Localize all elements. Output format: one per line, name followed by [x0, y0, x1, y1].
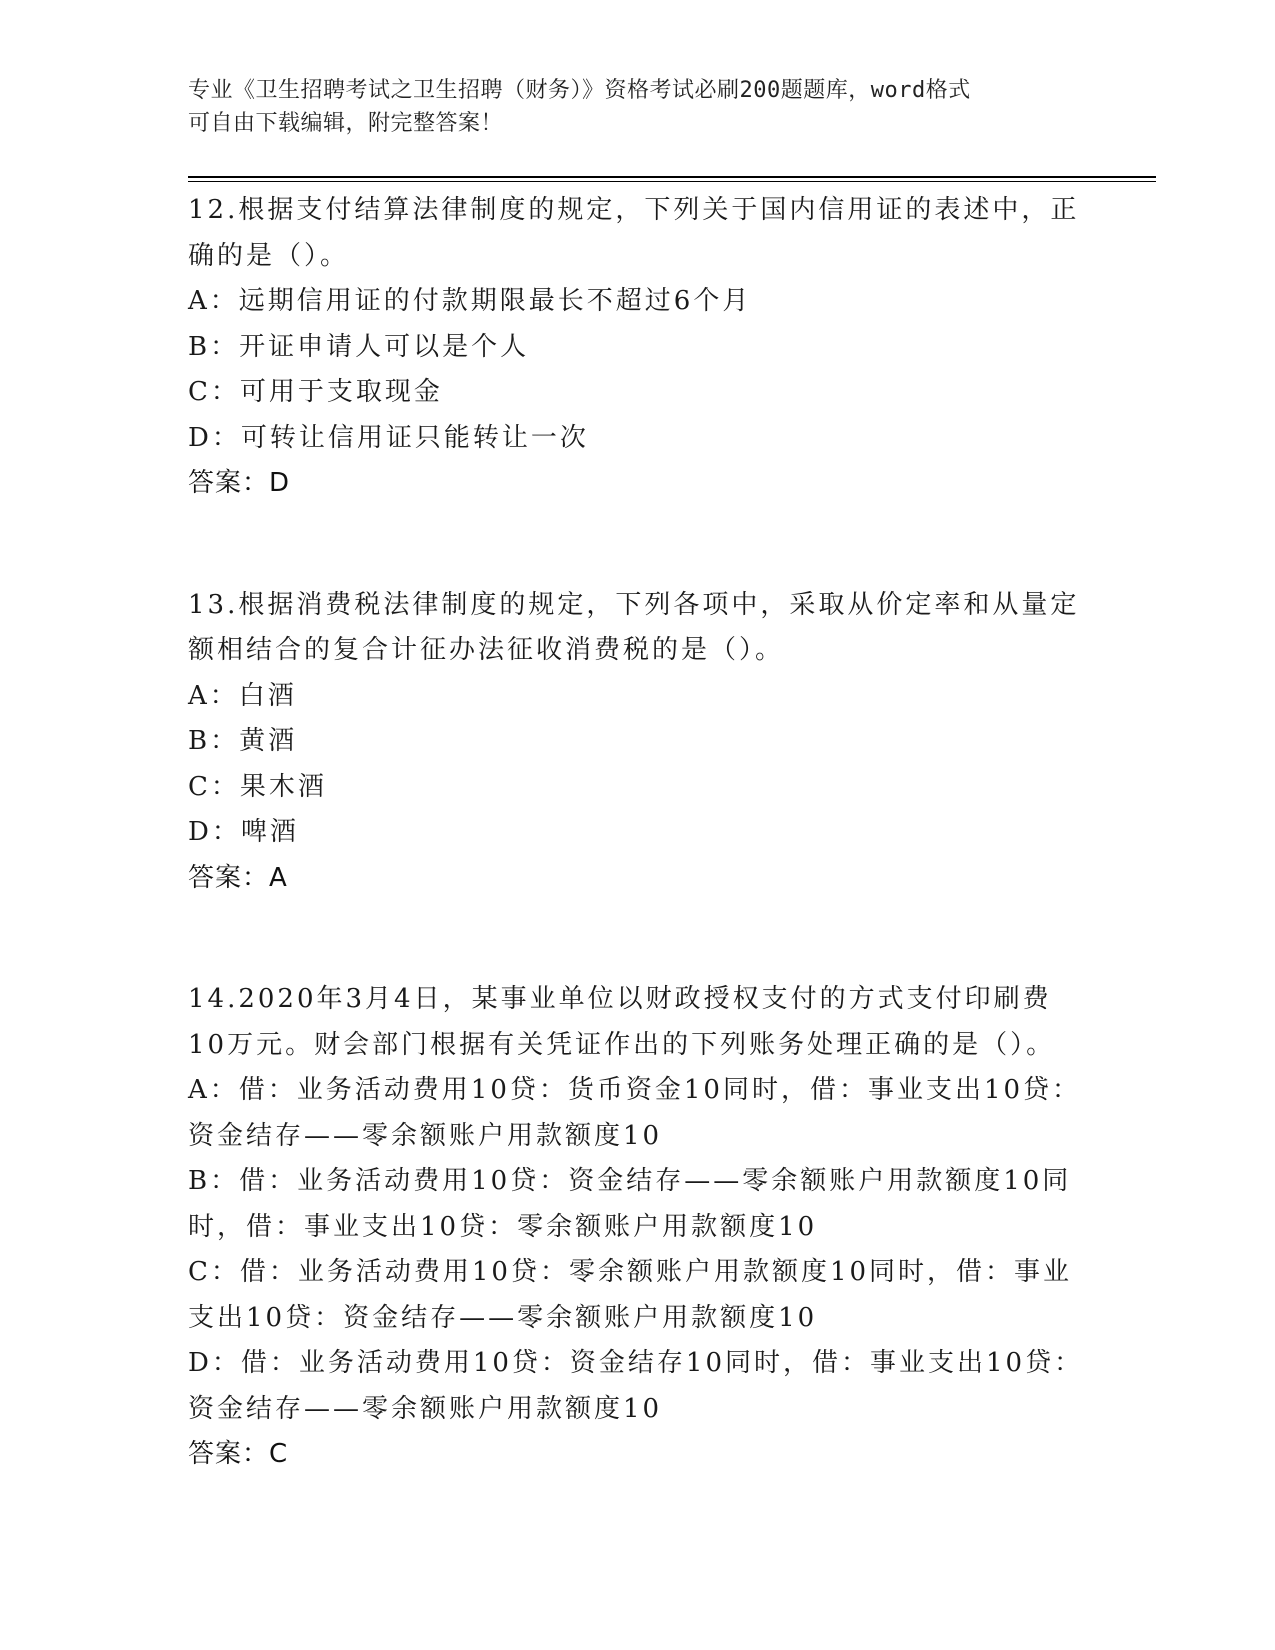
- question-list: [188, 188, 1088, 1554]
- option-a: A：远期信用证的付款期限最长不超过6个月: [188, 286, 752, 316]
- option-c: C：可用于支取现金: [188, 377, 443, 407]
- option-b: B：借：业务活动费用10贷：资金结存——零余额账户用款额度10同时，借：事业支出10贷：零余额账户用款额度10: [188, 1166, 1072, 1242]
- answer: 答案：D: [188, 468, 291, 498]
- answer: 答案：C: [188, 1439, 289, 1469]
- document-header: [188, 74, 1068, 140]
- question-12: [188, 188, 1088, 507]
- option-d: D：借：业务活动费用10贷：资金结存10同时，借：事业支出10贷：资金结存——零余额账户用款额度10: [188, 1348, 1084, 1424]
- question-13: [188, 583, 1088, 902]
- question-text: 13.根据消费税法律制度的规定，下列各项中，采取从价定率和从量定额相结合的复合计征办法征收消费税的是（）。: [188, 589, 1080, 665]
- header-divider-thick: [188, 176, 1156, 178]
- question-14: [188, 977, 1088, 1478]
- option-b: B：开证申请人可以是个人: [188, 331, 530, 362]
- header-line-1: 专业《卫生招聘考试之卫生招聘（财务）》资格考试必刷200题题库，word格式: [188, 78, 971, 103]
- header-divider-thin: [188, 181, 1156, 182]
- option-c: C：果木酒: [188, 771, 327, 802]
- answer: 答案：A: [188, 862, 288, 893]
- option-b: B：黄酒: [188, 726, 298, 756]
- question-text: 12.根据支付结算法律制度的规定，下列关于国内信用证的表述中，正确的是（）。: [188, 195, 1080, 271]
- header-line-2: 可自由下载编辑，附完整答案！: [188, 111, 504, 136]
- option-d: D：可转让信用证只能转让一次: [188, 422, 589, 453]
- question-text: 14.2020年3月4日，某事业单位以财政授权支付的方式支付印刷费10万元。财会部门根据有关凭证作出的下列账务处理正确的是（）。: [188, 984, 1056, 1060]
- option-a: A：白酒: [188, 680, 297, 711]
- option-c: C：借：业务活动费用10贷：零余额账户用款额度10同时，借：事业支出10贷：资金结存——零余额账户用款额度10: [188, 1257, 1073, 1333]
- option-d: D：啤酒: [188, 817, 299, 847]
- option-a: A：借：业务活动费用10贷：货币资金10同时，借：事业支出10贷：资金结存——零余额账户用款额度10: [188, 1075, 1082, 1151]
